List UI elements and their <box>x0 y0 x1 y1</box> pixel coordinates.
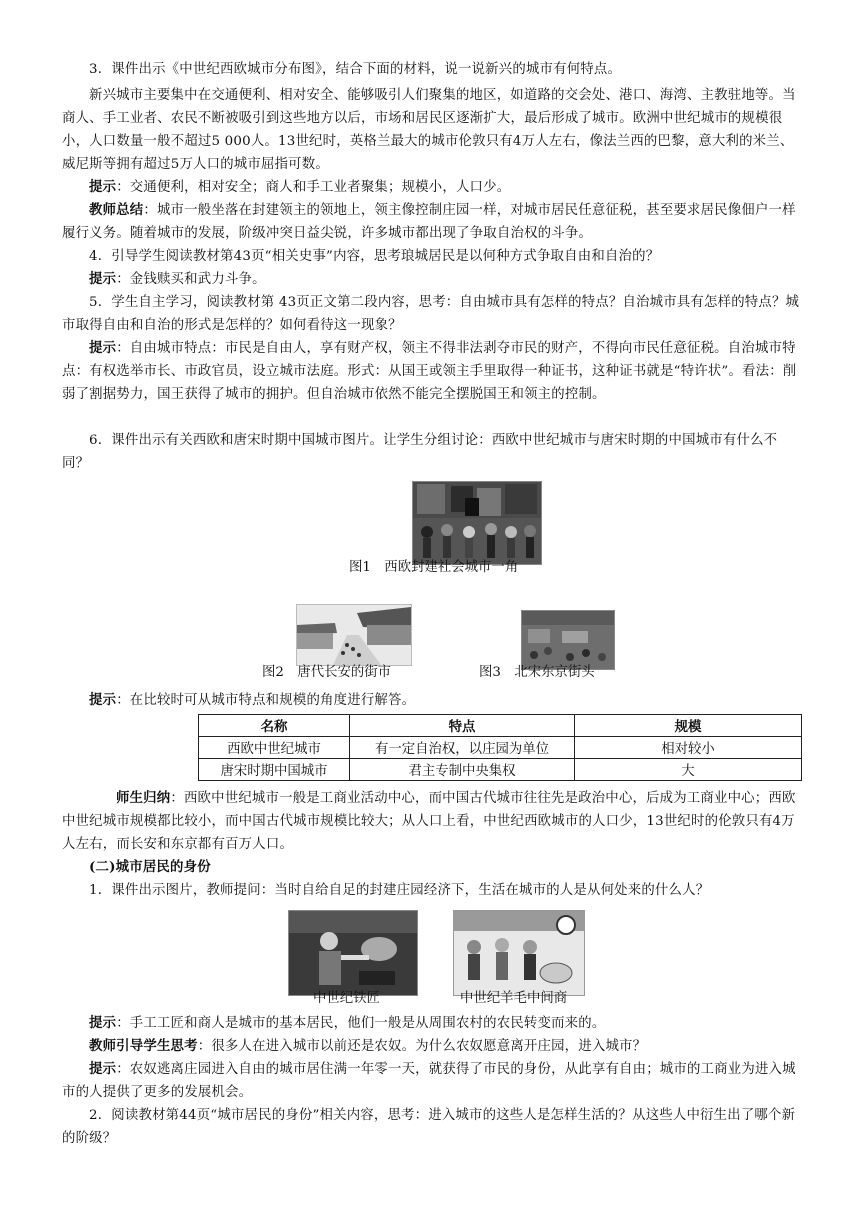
item5-hint <box>62 337 800 406</box>
table-row <box>199 737 802 759</box>
section-2-title: (二)城市居民的身份 <box>89 859 211 875</box>
hint-text: ：自由城市特点：市民是自由人，享有财产权，领主不得非法剥夺市民的财产，不得向市民任意征税。自治城市特点：有权选举市长、市政官员，设立城市法庭。形式：从国王或领主手里取得一种证书，这种证书就是“特许状”。看法：削弱了割据势力，国王获得了城市的拥护。但自治城市依然不能完全摆脱国王和领主的控制。 <box>62 341 797 402</box>
table-row <box>199 759 802 781</box>
summary-text: ：西欧中世纪城市一般是工商业活动中心，而中国古代城市往往先是政治中心，后成为工商业中心；西欧中世纪城市规模都比较小，而中国古代城市规模比较大；从人口上看，中世纪西欧城市的人口少，13世纪时的伦敦只有4万人左右，而长安和东京都有百万人口。 <box>62 791 796 852</box>
section2-item1-hint <box>62 1012 800 1035</box>
hint-label: 提示 <box>89 1061 117 1077</box>
item5-question: 5．学生自主学习，阅读教材第 43页正文第二段内容，思考：自由城市具有怎样的特点？自治城市具有怎样的特点？城市取得自由和自治的形式是怎样的？如何看待这一现象？ <box>62 295 800 333</box>
table-cell: 唐宋时期中国城市 <box>199 759 350 781</box>
comparison-table <box>198 714 802 781</box>
teacher-summary <box>62 199 800 245</box>
table-cell: 有一定自治权，以庄园为单位 <box>350 737 575 759</box>
hint-label: 提示 <box>89 340 117 356</box>
figure-2-caption: 图2 唐代长安的街市 <box>262 665 392 680</box>
figure-4-caption: 中世纪铁匠 <box>313 991 380 1006</box>
item6-question: 6．课件出示有关西欧和唐宋时期中国城市图片。让学生分组讨论：西欧中世纪城市与唐宋时期的中国城市有什么不同？ <box>62 433 778 471</box>
teacher-summary-text: ：城市一般坐落在封建领主的领地上，领主像控制庄园一样，对城市居民任意征税，甚至要求居民像佃户一样履行义务。随着城市的发展，阶级冲突日益尖锐，许多城市都出现了争取自治权的斗争。 <box>62 203 796 241</box>
hint-label: 提示 <box>89 692 117 708</box>
section2-item2-question: 2．阅读教材第44页“城市居民的身份”相关内容，思考：进入城市的这些人是怎样生活的？从这些人中衍生出了哪个新的阶级？ <box>62 1108 796 1146</box>
item4-hint <box>62 268 800 291</box>
figure-tang-changan-street <box>296 604 412 666</box>
figure-5-caption: 中世纪羊毛中间商 <box>460 991 568 1006</box>
figure-1-caption: 图1 西欧封建社会城市一角 <box>349 560 519 575</box>
section2-item1-question: 1．课件出示图片，教师提问：当时自给自足的封建庄园经济下，生活在城市的人是从何处来的什么人？ <box>89 883 710 898</box>
hint-text: ：交通便利，相对安全；商人和手工业者聚集；规模小，人口少。 <box>116 180 511 195</box>
hint-text: ：手工工匠和商人是城市的基本居民，他们一般是从周围农村的农民转变而来的。 <box>116 1016 606 1031</box>
blacksmith-illustration <box>289 911 417 995</box>
figure-blacksmith <box>288 910 418 996</box>
guide-label: 教师引导学生思考 <box>89 1038 198 1054</box>
table-header-row <box>199 715 802 737</box>
table-cell: 西欧中世纪城市 <box>199 737 350 759</box>
table-header: 特点 <box>350 715 575 737</box>
table-cell: 君主专制中央集权 <box>350 759 575 781</box>
teacher-guide <box>62 1035 800 1058</box>
hint-text: ：农奴逃离庄园进入自由的城市居住满一年零一天，就获得了市民的身份，从此享有自由；城市的工商业为进入城市的人提供了更多的发展机会。 <box>62 1062 796 1100</box>
summary-label: 师生归纳 <box>116 790 171 806</box>
item6-hint <box>62 689 800 712</box>
teacher-student-summary <box>62 787 800 856</box>
hint-label: 提示 <box>89 1015 117 1031</box>
hint-text: ：在比较时可从城市特点和规模的角度进行解答。 <box>116 693 416 708</box>
table-cell: 相对较小 <box>575 737 802 759</box>
changan-street-illustration <box>297 605 411 665</box>
table-header: 名称 <box>199 715 350 737</box>
table-header: 规模 <box>575 715 802 737</box>
hint-label: 提示 <box>89 271 117 287</box>
hint-label: 提示 <box>89 179 117 195</box>
western-city-illustration <box>413 482 541 564</box>
teacher-summary-label: 教师总结 <box>89 202 144 218</box>
item3-hint <box>62 176 800 199</box>
item3-question: 3．课件出示《中世纪西欧城市分布图》，结合下面的材料，说一说新兴的城市有何特点。 <box>89 62 622 77</box>
figure-western-city <box>412 481 542 565</box>
wool-merchant-illustration <box>454 911 584 995</box>
item4-question: 4．引导学生阅读教材第43页“相关史事”内容，思考琅城居民是以何种方式争取自由和自治的？ <box>89 249 660 264</box>
figure-wool-merchant <box>453 910 585 996</box>
hint-text: ：金钱赎买和武力斗争。 <box>116 272 266 287</box>
figure-3-caption: 图3 北宋东京街头 <box>479 665 595 680</box>
item3-material: 新兴城市主要集中在交通便利、相对安全、能够吸引人们聚集的地区，如道路的交会处、港口、海湾、主教驻地等。当商人、手工业者、农民不断被吸引到这些地方以后，市场和居民区逐渐扩大，最后形成了城市。欧洲中世纪城市的规模很小，人口数量一般不超过5 000人。13世纪时，英格兰最大的城市伦敦只有4万人左右，像法兰西的巴黎，意大利的米兰、威尼斯等拥有超过5万人口的城市屈指可数。 <box>62 88 796 172</box>
guide-hint <box>62 1058 800 1104</box>
guide-text: ：很多人在进入城市以前还是农奴。为什么农奴愿意离开庄园，进入城市？ <box>197 1039 647 1054</box>
table-cell: 大 <box>575 759 802 781</box>
